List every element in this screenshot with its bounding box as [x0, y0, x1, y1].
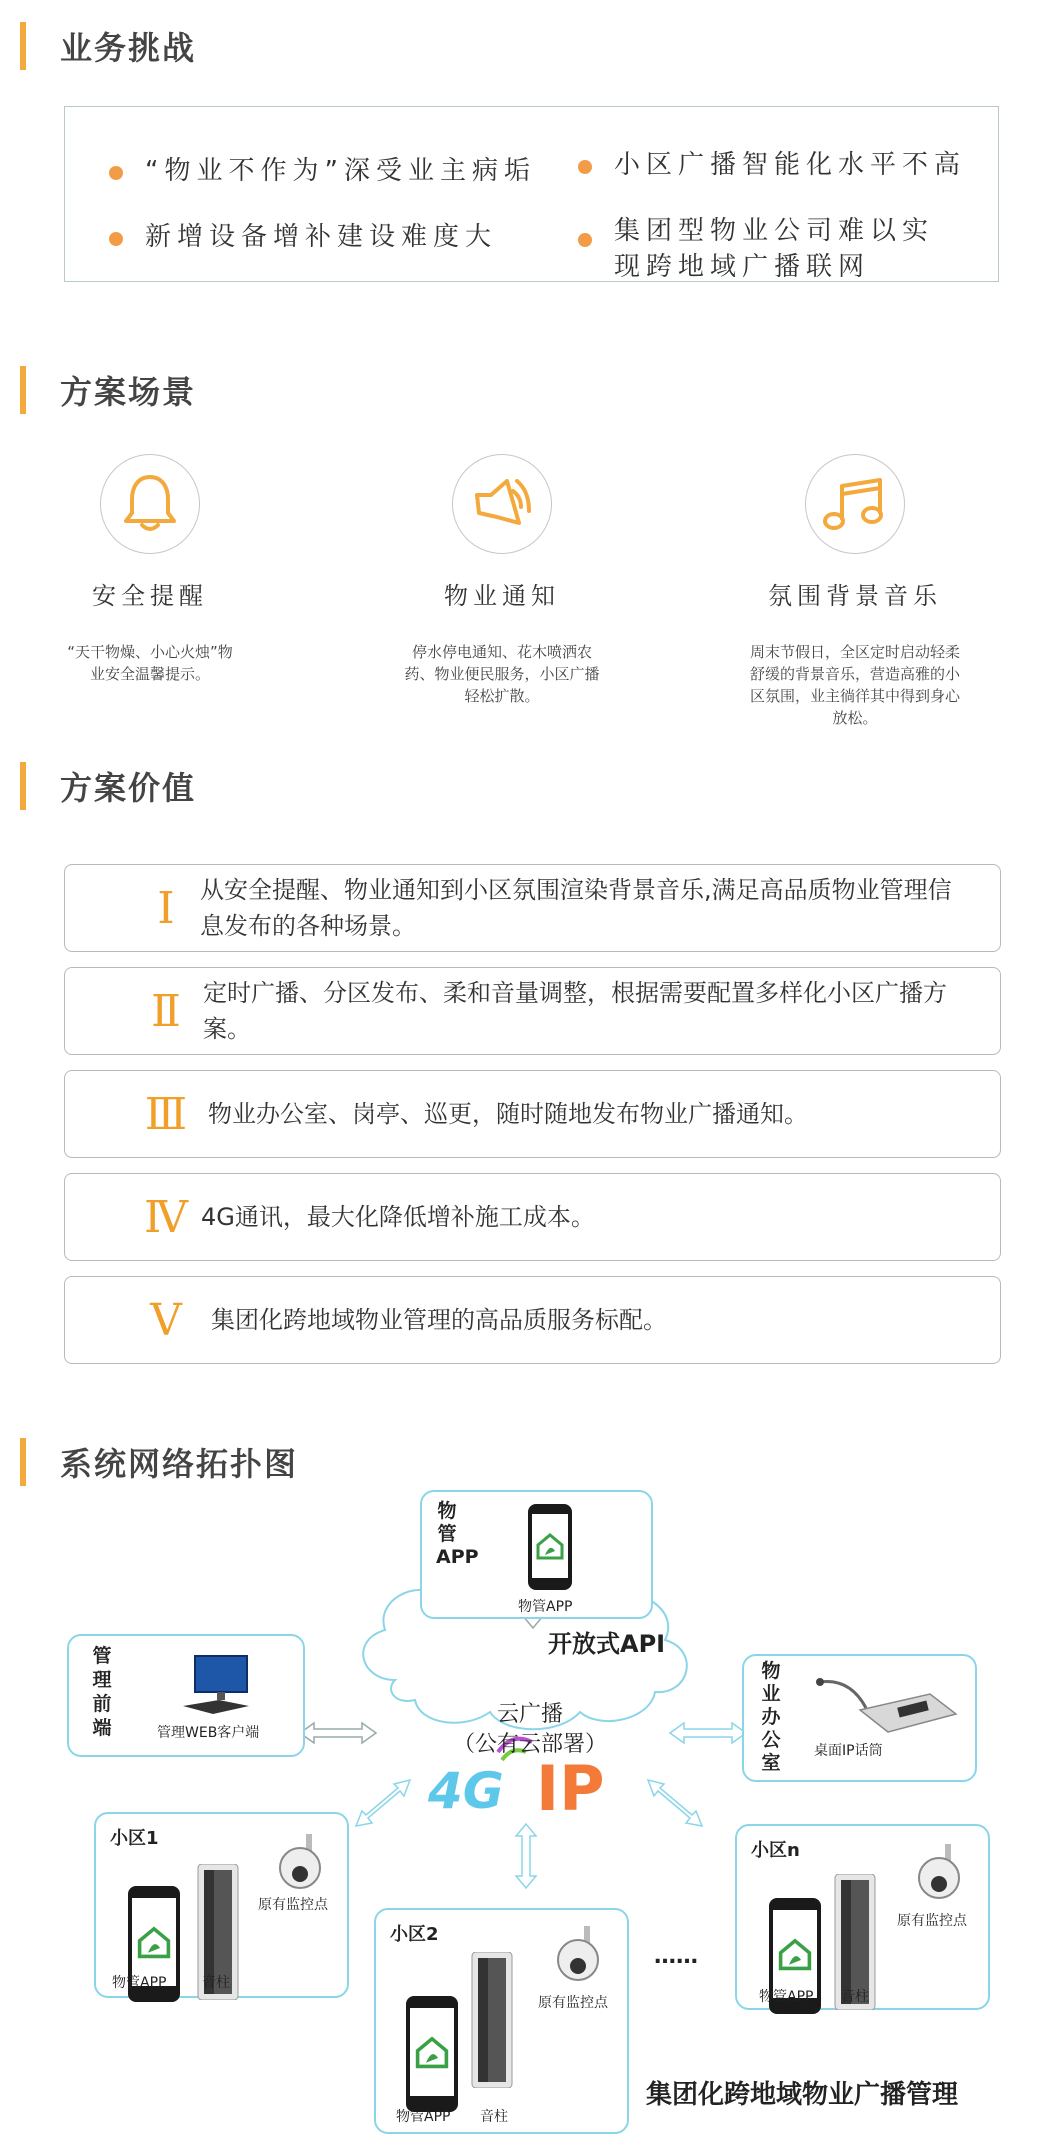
bullet-dot	[109, 232, 123, 246]
ellipsis: ……	[654, 1944, 698, 1969]
accent-bar	[20, 366, 26, 414]
zone-title: 小区n	[751, 1840, 800, 1861]
value-text: 4G通讯，最大化降低增补施工成本。	[201, 1203, 595, 1231]
bullet-dot	[578, 160, 592, 174]
sound-column-icon	[468, 1952, 516, 2088]
node-label: 物管APP	[436, 1500, 479, 1568]
value-row	[64, 967, 1001, 1055]
section-title: 方案价值	[60, 769, 197, 807]
accent-bar	[20, 1438, 26, 1486]
bullet-dot	[578, 233, 592, 247]
node-caption: 桌面IP话筒	[814, 1743, 883, 1759]
challenge-box	[64, 106, 999, 282]
section-header-challenges	[20, 22, 196, 70]
pillar-caption: 音柱	[480, 2109, 508, 2125]
computer-icon	[179, 1654, 259, 1716]
value-text: 物业办公室、岗亭、巡更，随时随地发布物业广播通知。	[208, 1100, 808, 1128]
ip-microphone-icon	[810, 1674, 960, 1734]
scene-title: 氛围背景音乐	[768, 582, 942, 610]
camera-caption: 原有监控点	[538, 1995, 608, 2011]
section-header-scenes	[20, 366, 196, 414]
phone-icon	[528, 1504, 572, 1590]
scene-title: 物业通知	[444, 582, 560, 610]
camera-icon	[915, 1844, 967, 1902]
app-caption: 物管APP	[396, 2109, 451, 2125]
accent-bar	[20, 762, 26, 810]
scene-music	[705, 454, 1005, 729]
zone-1	[94, 1812, 349, 1998]
zone-2	[374, 1908, 629, 2134]
accent-bar	[20, 22, 26, 70]
camera-caption: 原有监控点	[897, 1913, 967, 1929]
value-row	[64, 1276, 1001, 1364]
node-caption: 管理WEB客户端	[157, 1725, 260, 1741]
node-label: 物业办公室	[761, 1660, 781, 1774]
node-property-office	[742, 1654, 977, 1782]
scene-description: “天干物燥、小心火烛”物业安全温馨提示。	[67, 643, 233, 683]
zone-title: 小区2	[390, 1924, 439, 1945]
scene-notice	[352, 454, 652, 707]
scene-description: 停水停电通知、花木喷洒农药、物业便民服务，小区广播轻松扩散。	[404, 643, 600, 705]
node-management-front	[67, 1634, 305, 1757]
value-numeral: Ⅲ	[144, 1088, 188, 1140]
cloud-broadcast: 云广播 （公有云部署）	[452, 1702, 607, 1757]
section-header-topology	[20, 1438, 298, 1486]
value-numeral: Ⅰ	[157, 882, 175, 934]
camera-icon	[276, 1834, 328, 1892]
app-caption: 物管APP	[112, 1975, 167, 1991]
scene-title: 安全提醒	[92, 582, 208, 610]
value-numeral: Ⅱ	[151, 985, 181, 1037]
challenge-item: 小区广播智能化水平不高	[578, 147, 978, 183]
section-header-values	[20, 762, 196, 810]
zone-n	[735, 1824, 990, 2010]
pillar-caption: 音柱	[841, 1989, 869, 2005]
value-text: 从安全提醒、物业通知到小区氛围渲染背景音乐,满足高品质物业管理信息发布的各种场景。	[200, 876, 952, 940]
app-caption: 物管APP	[759, 1989, 814, 2005]
bullet-dot	[109, 166, 123, 180]
value-text: 定时广播、分区发布、柔和音量调整，根据需要配置多样化小区广播方案。	[203, 979, 947, 1043]
challenge-item: “物业不作为”深受业主病垢	[109, 153, 539, 189]
bell-icon	[100, 454, 200, 554]
zone-title: 小区1	[110, 1828, 159, 1849]
node-label: 管理前端	[92, 1645, 112, 1739]
section-title: 业务挑战	[60, 29, 197, 67]
section-title: 方案场景	[60, 373, 197, 411]
section-title: 系统网络拓扑图	[60, 1445, 299, 1483]
camera-icon	[554, 1926, 606, 1984]
phone-icon	[406, 1996, 458, 2112]
logo-ip: IP	[536, 1752, 605, 1825]
speaker-icon	[452, 454, 552, 554]
pillar-caption: 音柱	[202, 1975, 230, 1991]
topology-footer: 集团化跨地域物业广播管理	[646, 2080, 959, 2110]
value-text: 集团化跨地域物业管理的高品质服务标配。	[211, 1306, 667, 1334]
music-note-icon	[805, 454, 905, 554]
scene-description: 周末节假日，全区定时启动轻柔舒缓的背景音乐，营造高雅的小区氛围，业主徜徉其中得到身心放松。	[750, 643, 961, 727]
logo-4g: 4G	[428, 1762, 504, 1820]
value-numeral: Ⅳ	[144, 1191, 188, 1243]
value-row	[64, 1173, 1001, 1261]
challenge-item: 集团型物业公司难以实现跨地域广播联网	[578, 213, 958, 285]
api-label: 开放式API	[548, 1630, 666, 1658]
node-app	[420, 1490, 653, 1619]
challenge-item: 新增设备增补建设难度大	[109, 219, 539, 255]
node-caption: 物管APP	[518, 1599, 573, 1615]
value-row	[64, 864, 1001, 952]
value-row	[64, 1070, 1001, 1158]
camera-caption: 原有监控点	[258, 1897, 328, 1913]
value-numeral: Ⅴ	[150, 1294, 182, 1346]
scene-safety	[0, 454, 300, 685]
